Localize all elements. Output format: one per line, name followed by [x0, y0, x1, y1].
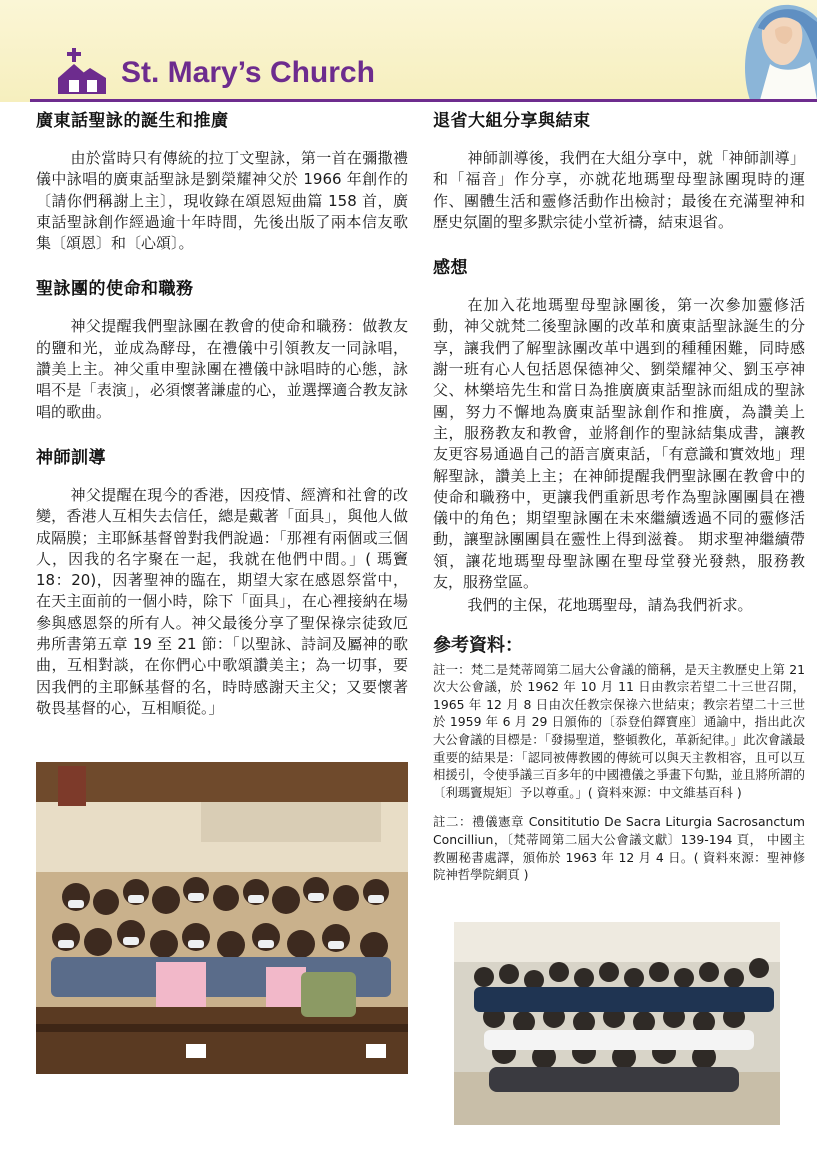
right-column	[433, 108, 805, 884]
section-title-cantonese-hymns: 廣東話聖詠的誕生和推廣	[36, 111, 229, 131]
section-body-choir-mission: 神父提醒我們聖詠團在教會的使命和職務：做教友的鹽和光，並成為酵母，在禮儀中引領教友一同詠唱，讚美上主。神父重申聖詠團在禮儀中詠唱時的心態，詠唱不是「表演」，必須懷著謙虛的心，並選擇適合教友詠唱的歌曲。	[36, 317, 408, 421]
reference-note-2: 註二：禮儀憲章 Consititutio De Sacra Liturgia Sacrosanctum Concilliun，〔梵蒂岡第二屆大公會議文獻〕139-194 頁， 中國主教團秘書處譯，頒佈於 1963 年 12 月 4 日。( 資料來源：聖神修院神哲學院網頁 )	[433, 814, 805, 883]
group-photo-hall	[454, 922, 780, 1125]
section-body-retreat-sharing: 神師訓導後，我們在大組分享中，就「神師訓導」和「福音」作分享，亦就花地瑪聖母聖詠團現時的運作、團體生活和靈修活動作出檢討；最後在充滿聖神和歷史氛圍的聖多默宗徒小堂祈禱，結束退省。	[433, 149, 805, 231]
section-body-reflections: 在加入花地瑪聖母聖詠團後，第一次參加靈修活動，神父就梵二後聖詠團的改革和廣東話聖詠誕生的分享，讓我們了解聖詠團改革中遇到的種種困難，同時感謝一班有心人包括恩保德神父、劉榮耀神父、劉玉亭神父、林樂培先生和當日為推廣廣東話聖詠而組成的聖詠團，努力不懈地為廣東話聖詠創作和推廣，為讚美上主，服務教友和教會，並將創作的聖詠結集成書，讓教友更容易通過自己的語言廣東話，「有意識和實效地」理解聖詠，讚美上主；在神師提醒我們聖詠團在教會中的使命和職務中，更讓我們重新思考作為聖詠團團員在禮儀中的角色；期望聖詠團在未來繼續透過不同的靈修活動，讓聖詠團團員在靈性上得到滋養。 期求聖神繼續帶領，讓花地瑪聖母聖詠團在聖母堂發光發熱，服務教友，服務堂區。	[433, 296, 805, 592]
page-header	[0, 0, 817, 102]
reference-note-1: 註一：梵二是梵蒂岡第二屆大公會議的簡稱，是天主教歷史上第 21 次大公會議，於 1962 年 10 月 11 日由教宗若望二十三世召開，1965 年 12 月 8 日由次任教宗保祿六世結束；教宗若望二十三世於 1959 年 6 月 29 日頒佈的〔忝登伯鐸寶座〕通諭中，指出此次大公會議的目標是：「發揚聖道，整頓教化，革新紀律。」此次會議最重要的結果是：「認同被傳教國的傳統可以與天主教相容，且可以互相援引，令使爭議三百多年的中國禮儀之爭畫下句點，並且將所謂的〔利瑪竇規矩〕予以尊重。」( 資料來源：中文維基百科 )	[433, 661, 805, 800]
church-cross-icon	[58, 48, 106, 94]
church-name: St. Mary’s Church	[121, 56, 375, 89]
references-title: 參考資料：	[433, 634, 523, 656]
section-body-spiritual-guidance: 神父提醒在現今的香港，因疫情、經濟和社會的改變，香港人互相失去信任，總是戴著「面具」，與他人做成隔膜；主耶穌基督曾對我們說過：「那裡有兩個或三個人，因我的名字聚在一起，我就在他們中間。」( 瑪竇 18：20)，因著聖神的臨在，期望大家在感恩祭當中，在天主面前的一個小時，除下「面具」，在心裡接納在場參與感恩祭的所有人。神父最後分享了聖保祿宗徒致厄弗所書第五章 19 至 21 節：「以聖詠、詩詞及屬神的歌曲，互相對談，在你們心中歌頌讚美主；為一切事，要因我們的主耶穌基督的名，時時感謝天主父；又要懷著敬畏基督的心，互相順從。」	[36, 485, 408, 717]
header-divider	[30, 99, 817, 102]
virgin-mary-statue-image	[720, 0, 817, 100]
section-title-retreat-sharing: 退省大組分享與結束	[433, 111, 591, 131]
left-column	[36, 108, 408, 719]
choir-photo-in-church	[36, 762, 408, 1074]
section-body-cantonese-hymns: 由於當時只有傳統的拉丁文聖詠，第一首在彌撒禮儀中詠唱的廣東話聖詠是劉榮耀神父於 1966 年創作的〔請你們稱謝上主〕，現收錄在頌恩短曲篇 158 首，廣東話聖詠創作經過逾十年時間，先後出版了兩本信友歌集〔頌恩〕和〔心頌〕。	[36, 149, 408, 253]
section-title-choir-mission: 聖詠團的使命和職務	[36, 279, 194, 300]
closing-prayer: 我們的主保，花地瑪聖母，請為我們祈求。	[467, 596, 753, 615]
section-title-reflections: 感想	[433, 258, 468, 279]
section-title-spiritual-guidance: 神師訓導	[36, 447, 106, 468]
